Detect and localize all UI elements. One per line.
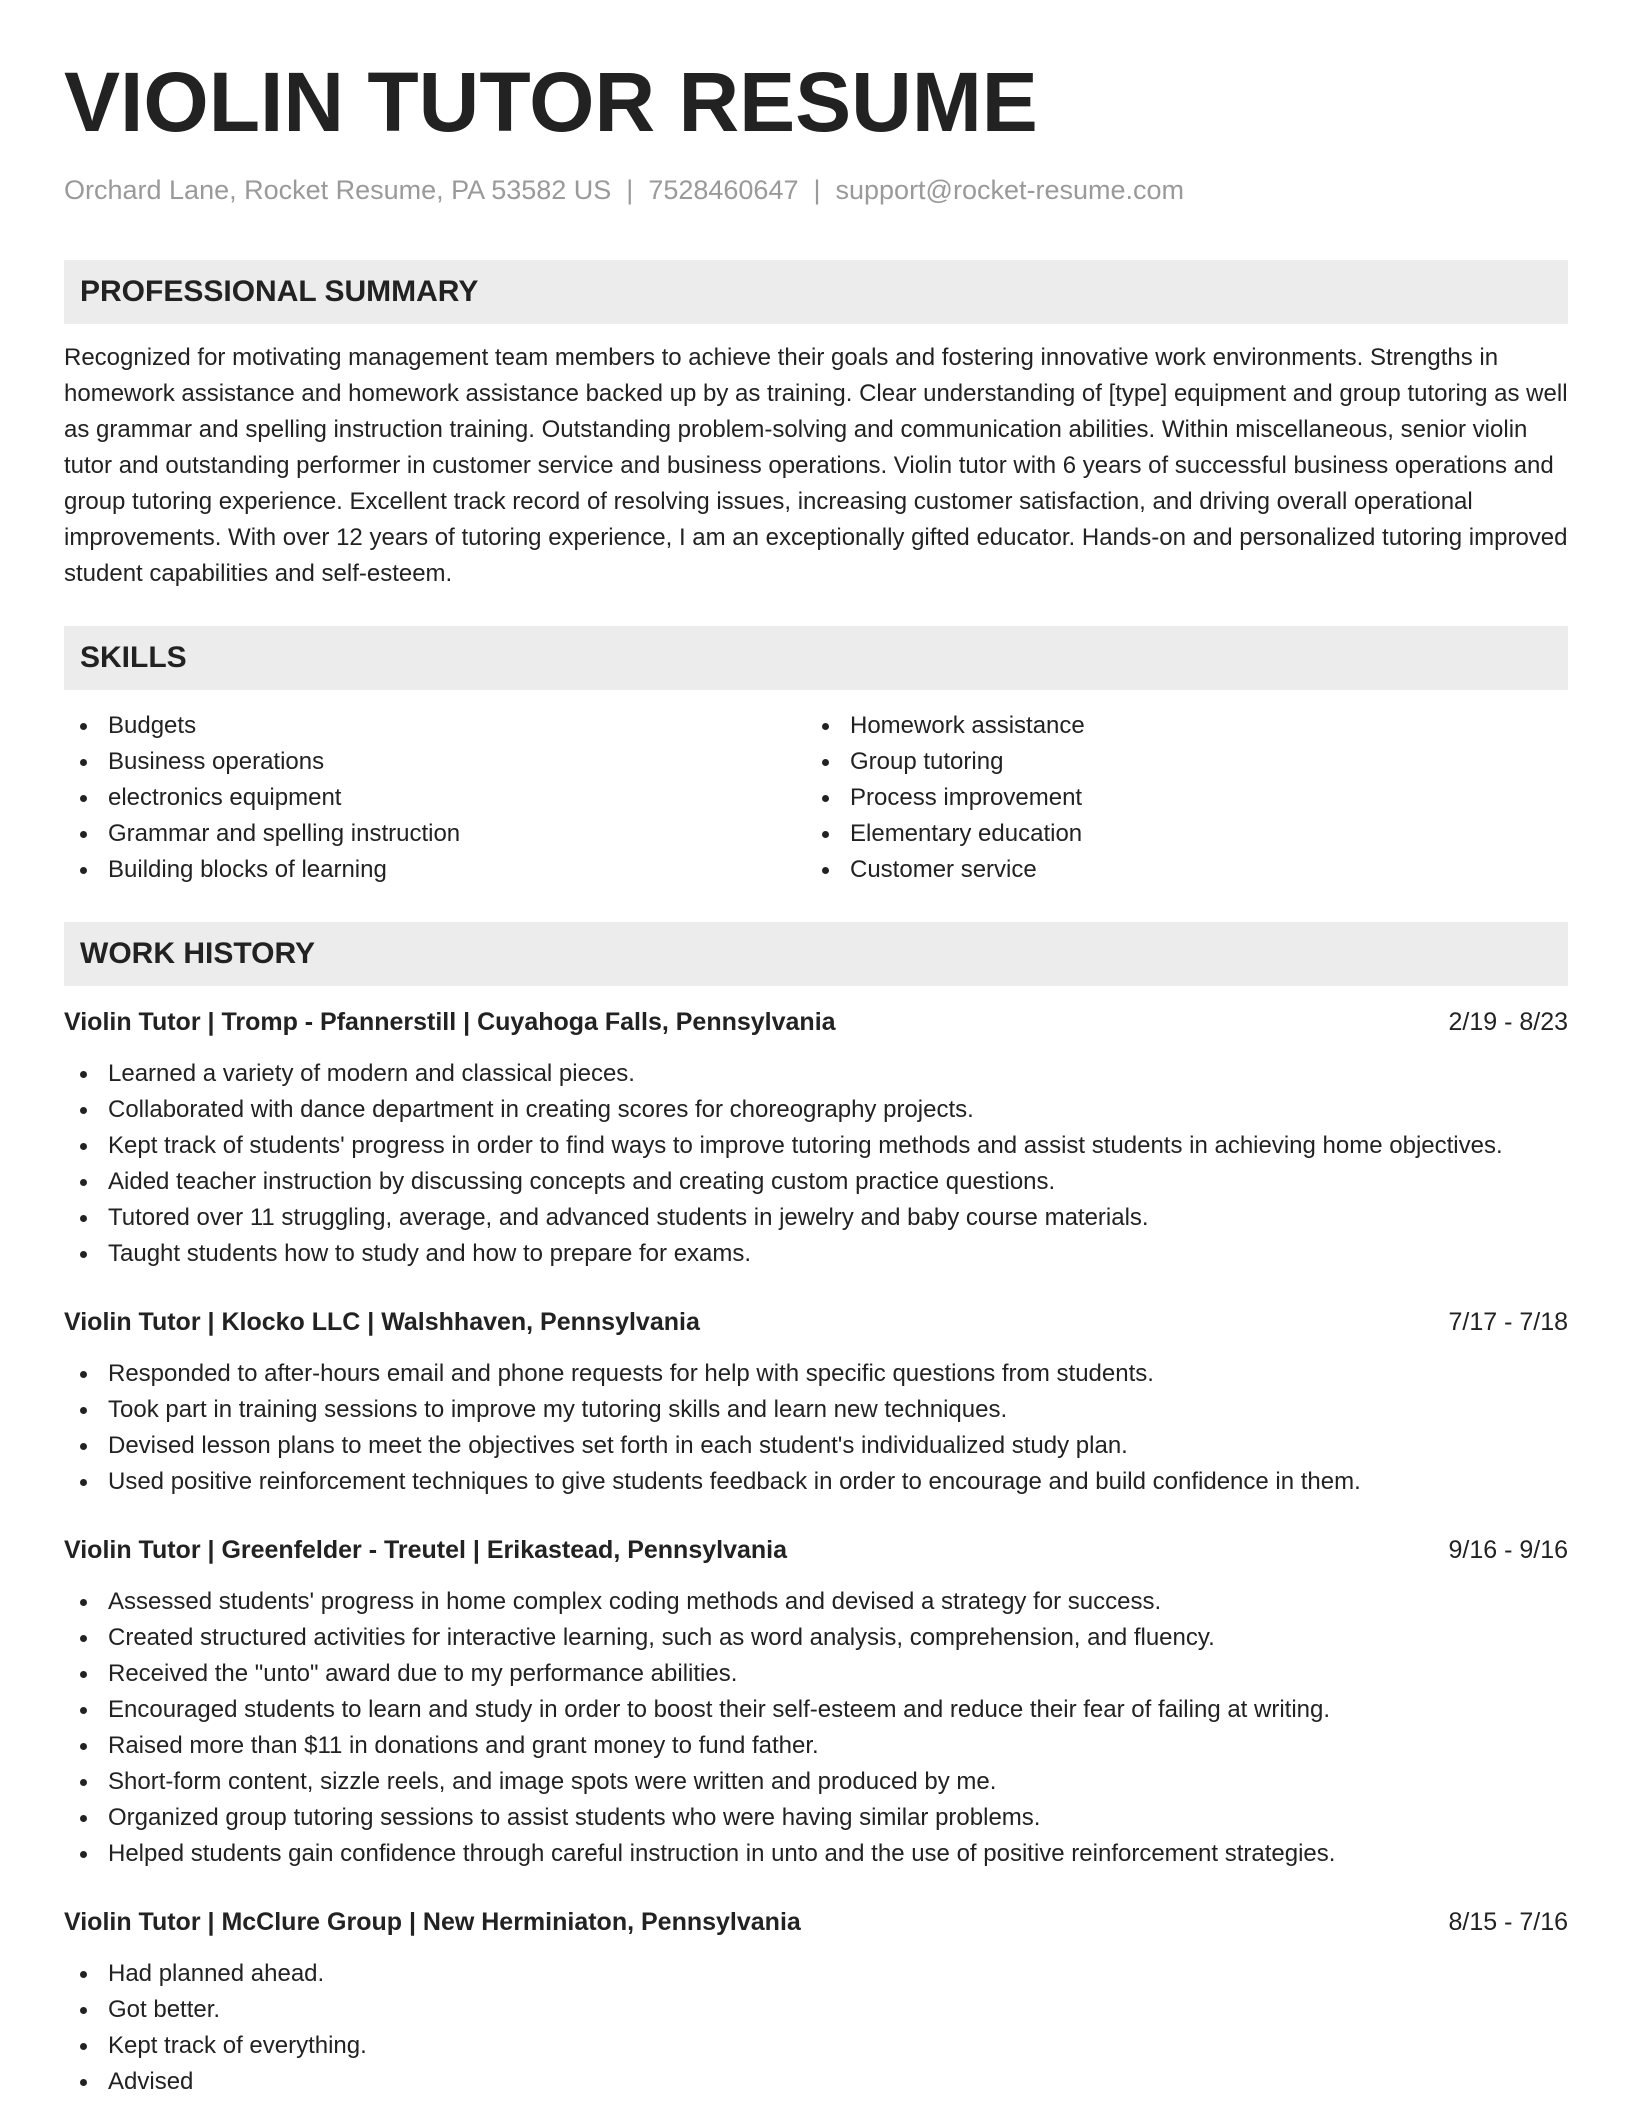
skills-heading: SKILLS [64,626,1568,690]
job-dates: 8/15 - 7/16 [1448,1908,1568,1936]
job-bullet: Organized group tutoring sessions to assist students who were having similar problems. [64,1800,1568,1836]
contact-separator: | [626,175,634,205]
skill-item: Business operations [64,744,806,780]
job-header [64,1532,1568,1568]
skill-item: Budgets [64,708,806,744]
job-bullets [64,1584,1568,1872]
job-bullet: Received the "unto" award due to my performance abilities. [64,1656,1568,1692]
job-bullet: Used positive reinforcement techniques to give students feedback in order to encourage and build confidence in them. [64,1464,1568,1500]
job-bullet: Raised more than $11 in donations and grant money to fund father. [64,1728,1568,1764]
contact-address: Orchard Lane, Rocket Resume, PA 53582 US [64,175,612,205]
job-bullet: Helped students gain confidence through careful instruction in unto and the use of positive reinforcement strategies. [64,1836,1568,1872]
job-title: Violin Tutor | Klocko LLC | Walshhaven, Pennsylvania [64,1308,700,1336]
job-dates: 2/19 - 8/23 [1448,1008,1568,1036]
job-bullet: Taught students how to study and how to prepare for exams. [64,1236,1568,1272]
job-title: Violin Tutor | Tromp - Pfannerstill | Cuyahoga Falls, Pennsylvania [64,1008,836,1036]
work-history-heading: WORK HISTORY [64,922,1568,986]
job-bullet: Had planned ahead. [64,1956,1568,1992]
skills-column-left [64,708,806,888]
contact-separator: | [813,175,821,205]
job-bullet: Assessed students' progress in home complex coding methods and devised a strategy for success. [64,1584,1568,1620]
summary-text: Recognized for motivating management team members to achieve their goals and fostering innovative work environments. Strengths in homework assistance and homework assistance backed up by as training. Clear understanding of [type] equipment and group tutoring as well as grammar and spelling instruction training. Outstanding problem-solving and communication abilities. Within miscellaneous, senior violin tutor and outstanding performer in customer service and business operations. Violin tutor with 6 years of successful business operations and group tutoring experience. Excellent track record of resolving issues, increasing customer satisfaction, and driving overall operational improvements. With over 12 years of tutoring experience, I am an exceptionally gifted educator. Hands-on and personalized tutoring improved student capabilities and self-esteem. [64,344,1568,587]
skills-list [64,708,1568,888]
job-bullet: Tutored over 11 struggling, average, and advanced students in jewelry and baby course materials. [64,1200,1568,1236]
job-bullet: Kept track of everything. [64,2028,1568,2064]
job-dates: 9/16 - 9/16 [1448,1536,1568,1564]
job-entry [64,1004,1568,1272]
job-entry [64,1904,1568,2100]
resume-title: VIOLIN TUTOR RESUME [64,55,1038,149]
job-header [64,1304,1568,1340]
job-bullet: Devised lesson plans to meet the objectives set forth in each student's individualized study plan. [64,1428,1568,1464]
job-bullets [64,1356,1568,1500]
skills-column-right [806,708,1548,888]
job-bullet: Aided teacher instruction by discussing concepts and creating custom practice questions. [64,1164,1568,1200]
job-header [64,1004,1568,1040]
job-bullet: Collaborated with dance department in creating scores for choreography projects. [64,1092,1568,1128]
skill-item: Group tutoring [806,744,1548,780]
job-entry [64,1304,1568,1500]
job-bullets [64,1956,1568,2100]
job-title: Violin Tutor | McClure Group | New Herminiaton, Pennsylvania [64,1908,801,1936]
job-dates: 7/17 - 7/18 [1448,1308,1568,1336]
job-bullet: Learned a variety of modern and classical pieces. [64,1056,1568,1092]
job-bullet: Short-form content, sizzle reels, and image spots were written and produced by me. [64,1764,1568,1800]
job-entry [64,1532,1568,1872]
job-bullet: Responded to after-hours email and phone requests for help with specific questions from students. [64,1356,1568,1392]
job-bullet: Encouraged students to learn and study in order to boost their self-esteem and reduce their fear of failing at writing. [64,1692,1568,1728]
contact-line [64,170,1568,210]
skill-item: Elementary education [806,816,1548,852]
skill-item: electronics equipment [64,780,806,816]
contact-email: support@rocket-resume.com [835,175,1185,205]
job-bullet: Advised [64,2064,1568,2100]
skill-item: Grammar and spelling instruction [64,816,806,852]
contact-phone: 7528460647 [648,175,799,205]
job-bullet: Got better. [64,1992,1568,2028]
skill-item: Customer service [806,852,1548,888]
summary-heading: PROFESSIONAL SUMMARY [64,260,1568,324]
job-title: Violin Tutor | Greenfelder - Treutel | Erikastead, Pennsylvania [64,1536,788,1564]
job-bullet: Kept track of students' progress in order to find ways to improve tutoring methods and assist students in achieving home objectives. [64,1128,1568,1164]
skill-item: Process improvement [806,780,1548,816]
skill-item: Building blocks of learning [64,852,806,888]
job-bullets [64,1056,1568,1272]
job-bullet: Took part in training sessions to improve my tutoring skills and learn new techniques. [64,1392,1568,1428]
skill-item: Homework assistance [806,708,1548,744]
job-bullet: Created structured activities for interactive learning, such as word analysis, comprehension, and fluency. [64,1620,1568,1656]
job-header [64,1904,1568,1940]
